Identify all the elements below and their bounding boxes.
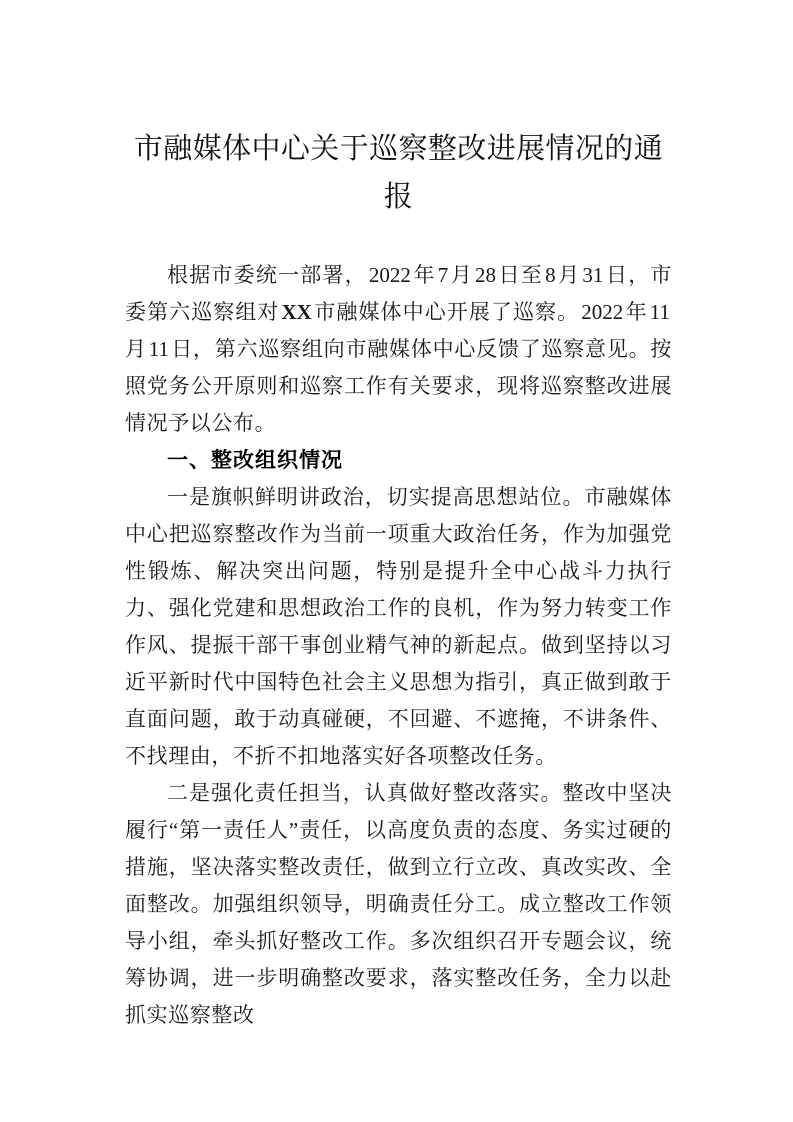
inline-number: 28 [475,263,497,287]
document-title-line-2: 报 [383,181,414,213]
inline-number: 7 [437,263,449,287]
paragraph-point-1: 一是旗帜鲜明讲政治，切实提高思想站位。市融媒体中心把巡察整改作为当前一项重大政治任务，作为加强党性锻炼、解决突出问题，特别是提升全中心战斗力执行力、强化党建和思想政治工作的良机，作为努力转变工作作风、提振干部干事创业精气神的新起点。做到坚持以习近平新时代中国特色社会主义思想为指引，真正做到敢于直面问题，敢于动真碰硬，不回避、不遮掩，不讲条件、不找理由，不折不扣地落实好各项整改任务。 [125,485,672,768]
paragraph-intro: 根据市委统一部署，2022年7月28日至8月31日，市委第六巡察组对XX市融媒体中心开展了巡察。2022年11月11日，第六巡察组向市融媒体中心反馈了巡察意见。按照党务公开原则和巡察工作有关要求，现将巡察整改进展情况予以公布。 [125,263,673,435]
document-title-line-1: 市融媒体中心关于巡察整改进展情况的通 [133,133,664,165]
inline-placeholder: XX [281,300,312,324]
inline-number: 11 [649,300,670,324]
document-body [125,221,672,1034]
inline-number: 2022 [581,300,624,324]
inline-number: 2022 [368,263,411,287]
document-content [125,0,672,1034]
inline-number: 11 [148,337,170,361]
inline-number: 31 [582,263,604,287]
section-heading-1: 一、整改组织情况 [167,449,343,472]
document-title [125,0,672,221]
paragraph-point-2: 二是强化责任担当，认真做好整改落实。整改中坚决履行“第一责任人”责任，以高度负责的态度、务实过硬的措施，坚决落实整改责任，做到立行立改、真改实改、全面整改。加强组织领导，明确责任分工。成立整改工作领导小组，牵头抓好整改工作。多次组织召开专题会议，统筹协调，进一步明确整改要求，落实整改任务，全力以赴抓实巡察整改 [125,781,672,1027]
inline-number: 8 [545,263,556,287]
